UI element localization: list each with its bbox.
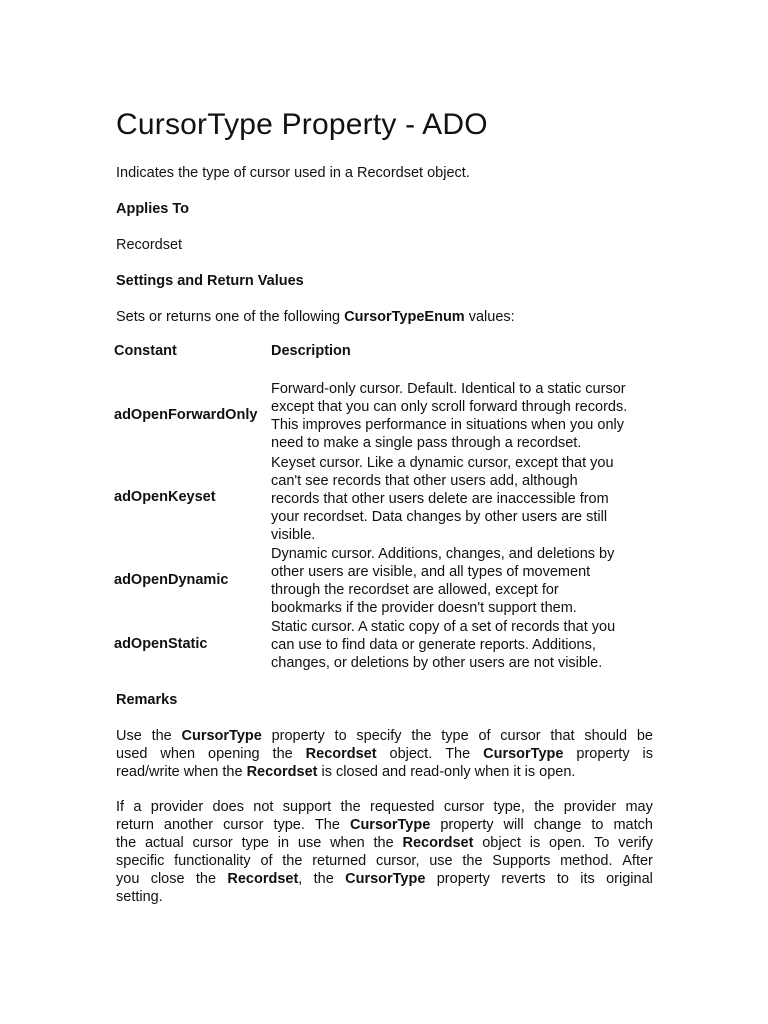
text-run: cursor: [223, 817, 264, 833]
word: [273, 745, 293, 763]
word: [444, 798, 484, 816]
text-run: to: [556, 871, 569, 887]
word: [606, 870, 653, 888]
text-run: a: [133, 799, 142, 815]
text-run: object: [482, 835, 521, 851]
remarks-paragraph-2: [116, 798, 653, 906]
text-run: provider: [563, 799, 617, 815]
word: [282, 852, 302, 870]
text-run: original: [606, 871, 653, 887]
paragraph-line: [116, 834, 653, 852]
paragraph-line: [116, 745, 653, 763]
description-line: through the recordset are allowed, except for: [271, 582, 559, 598]
word: [116, 852, 164, 870]
text-run: returned: [312, 853, 367, 869]
text-run: actual: [144, 835, 184, 851]
text-run: close: [150, 871, 185, 887]
bold-term: CursorType: [181, 728, 262, 744]
word: [440, 816, 493, 834]
table-cell-description: [271, 380, 661, 452]
text-run: cursor: [500, 728, 541, 744]
text-run: you: [116, 871, 140, 887]
word: [376, 852, 420, 870]
bold-term: CursorType: [349, 817, 431, 833]
description-line: bookmarks if the provider doesn't support them.: [271, 600, 577, 616]
word: [478, 727, 490, 745]
description-line: your recordset. Data changes by other users are still: [271, 509, 608, 525]
word: [260, 852, 272, 870]
description-line: Keyset cursor. Like a dynamic cursor, except that you: [271, 455, 614, 471]
word: [174, 852, 251, 870]
word: [312, 852, 366, 870]
text-run: type,: [493, 799, 525, 815]
word: [160, 745, 195, 763]
text-run: use: [297, 835, 322, 851]
text-run: is: [642, 746, 653, 762]
text-run: when: [160, 746, 196, 762]
text-run: the: [340, 799, 361, 815]
word: [445, 745, 470, 763]
settings-heading: Settings and Return Values: [116, 273, 304, 289]
description-line: can't see records that other users add, although: [271, 473, 578, 489]
text-run: will: [503, 817, 524, 833]
page-title: CursorType Property - ADO: [116, 108, 488, 141]
table-cell-description: [271, 618, 661, 672]
text-run: object.: [389, 746, 433, 762]
word: [335, 727, 347, 745]
word: [618, 834, 653, 852]
paragraph-line: [116, 816, 653, 834]
word: [643, 745, 653, 763]
table-cell-constant: adOpenStatic: [114, 636, 208, 652]
word: [273, 816, 304, 834]
text-run: used: [116, 746, 148, 762]
remarks-paragraph-1: [116, 727, 653, 781]
word: [164, 816, 213, 834]
text-run: type: [241, 835, 269, 851]
word: [151, 798, 203, 816]
word: [403, 834, 474, 852]
text-run: setting.: [116, 889, 163, 905]
word: [314, 870, 334, 888]
text-run: when: [330, 835, 365, 851]
word: [350, 816, 430, 834]
word: [580, 870, 595, 888]
text-run: match: [613, 817, 653, 833]
text-run: The: [445, 746, 471, 762]
settings-lead-suffix: values:: [464, 309, 515, 325]
description-line: other users are visible, and all types of movement: [271, 564, 591, 580]
text-run: the: [534, 799, 555, 815]
settings-lead-enum: CursorTypeEnum: [344, 309, 465, 325]
text-run: is closed and read-only when it is open.: [317, 764, 576, 780]
word: [116, 816, 154, 834]
text-run: in: [277, 835, 290, 851]
word: [208, 745, 260, 763]
paragraph-line: [116, 798, 653, 816]
word: [462, 852, 482, 870]
word: [330, 834, 365, 852]
word: [483, 745, 563, 763]
word: [613, 816, 653, 834]
description-line: Dynamic cursor. Additions, changes, and deletions by: [271, 546, 615, 562]
text-run: the: [195, 871, 217, 887]
table-header-description: Description: [271, 343, 351, 359]
text-run: the: [272, 746, 293, 762]
word: [411, 727, 431, 745]
word: [192, 834, 232, 852]
word: [549, 834, 585, 852]
text-run: property: [271, 728, 325, 744]
table-cell-constant: adOpenForwardOnly: [114, 407, 258, 423]
word: [116, 745, 147, 763]
table-header-constant: Constant: [114, 343, 177, 359]
paragraph-line: [116, 888, 653, 906]
word: [560, 852, 612, 870]
text-run: to: [591, 817, 604, 833]
text-run: method.: [560, 853, 613, 869]
remarks-heading: Remarks: [116, 692, 178, 708]
text-run: the: [151, 728, 172, 744]
description-line: need to make a single pass through a recordset.: [271, 435, 582, 451]
word: [151, 870, 185, 888]
text-run: return: [116, 817, 154, 833]
text-run: its: [580, 871, 595, 887]
word: [116, 834, 136, 852]
text-run: requested: [370, 799, 435, 815]
word: [584, 727, 627, 745]
applies-to-value: Recordset: [116, 237, 183, 253]
word: [493, 798, 524, 816]
text-run: to: [334, 728, 347, 744]
word: [534, 798, 554, 816]
description-line: visible.: [271, 527, 316, 543]
word: [356, 727, 401, 745]
word: [278, 834, 289, 852]
word: [223, 816, 263, 834]
bold-term: Recordset: [227, 871, 299, 887]
text-run: the: [462, 853, 483, 869]
word: [550, 727, 574, 745]
text-run: property: [440, 817, 494, 833]
word: [622, 852, 653, 870]
word: [116, 798, 124, 816]
word: [482, 834, 521, 852]
text-run: opening: [208, 746, 260, 762]
text-run: type.: [273, 817, 305, 833]
text-run: the: [313, 871, 334, 887]
word: [272, 727, 325, 745]
text-run: If: [116, 799, 125, 815]
table-cell-constant: adOpenDynamic: [114, 572, 229, 588]
text-run: specific: [116, 853, 165, 869]
word: [390, 745, 433, 763]
bold-term: Recordset: [305, 746, 377, 762]
table-cell-constant: adOpenKeyset: [114, 489, 216, 505]
word: [370, 798, 435, 816]
word: [152, 727, 172, 745]
text-run: the: [282, 853, 303, 869]
text-run: may: [625, 799, 653, 815]
text-run: property: [576, 746, 630, 762]
text-run: reverts: [501, 871, 546, 887]
applies-to-heading: Applies To: [116, 201, 190, 217]
text-run: ,: [298, 871, 303, 887]
word: [591, 816, 603, 834]
text-run: Supports: [492, 853, 551, 869]
text-run: After: [622, 853, 653, 869]
word: [576, 745, 629, 763]
text-run: provider: [150, 799, 204, 815]
word: [625, 798, 652, 816]
text-run: is: [529, 835, 541, 851]
text-run: specify: [356, 728, 402, 744]
bold-term: CursorType: [483, 746, 564, 762]
description-line: records that other users delete are inaccessible from: [271, 491, 609, 507]
word: [341, 798, 361, 816]
text-run: The: [314, 817, 340, 833]
text-run: open.: [549, 835, 586, 851]
word: [492, 852, 550, 870]
text-run: does: [212, 799, 244, 815]
text-run: of: [260, 853, 273, 869]
word: [437, 870, 490, 888]
paragraph-line: [116, 852, 653, 870]
word: [500, 727, 540, 745]
word: [345, 870, 425, 888]
word: [182, 727, 262, 745]
word: [306, 745, 377, 763]
text-run: type: [441, 728, 469, 744]
word: [116, 727, 142, 745]
table-cell-description: [271, 545, 661, 617]
description-line: Static cursor. A static copy of a set of records that you: [271, 619, 616, 635]
word: [145, 834, 184, 852]
text-run: change: [533, 817, 582, 833]
text-run: use: [429, 853, 453, 869]
description-line: can use to find data or generate reports. Additions,: [271, 637, 596, 653]
word: [441, 727, 468, 745]
paragraph-line: [116, 870, 653, 888]
word: [253, 798, 273, 816]
word: [116, 870, 139, 888]
text-run: read/write when the: [116, 764, 247, 780]
text-run: To: [594, 835, 610, 851]
word: [530, 834, 540, 852]
text-run: verify: [618, 835, 653, 851]
word: [374, 834, 394, 852]
paragraph-line: [116, 727, 653, 745]
word: [298, 834, 321, 852]
word: [133, 798, 141, 816]
bold-term: CursorType: [345, 871, 426, 887]
text-run: not: [253, 799, 274, 815]
text-run: property: [436, 871, 490, 887]
bold-term: Recordset: [246, 764, 318, 780]
word: [594, 834, 609, 852]
word: [501, 870, 545, 888]
word: [283, 798, 331, 816]
table-cell-description: [271, 454, 661, 544]
text-run: cursor: [443, 799, 485, 815]
description-line: Forward-only cursor. Default. Identical to a static cursor: [271, 381, 626, 397]
bold-term: Recordset: [402, 835, 474, 851]
text-run: cursor: [192, 835, 233, 851]
word: [429, 852, 452, 870]
word: [534, 816, 582, 834]
settings-lead: [116, 308, 515, 326]
text-run: another: [163, 817, 214, 833]
text-run: of: [478, 728, 491, 744]
word: [557, 870, 569, 888]
description-line: except that you can only scroll forward through records.: [271, 399, 628, 415]
text-run: functionality: [174, 853, 251, 869]
text-run: that: [550, 728, 575, 744]
text-run: should: [584, 728, 628, 744]
text-run: be: [636, 728, 653, 744]
word: [227, 870, 302, 888]
word: [315, 816, 340, 834]
text-run: Use: [116, 728, 142, 744]
word: [213, 798, 244, 816]
text-run: the: [373, 835, 394, 851]
text-run: the: [411, 728, 432, 744]
word: [504, 816, 524, 834]
word: [637, 727, 653, 745]
settings-lead-prefix: Sets or returns one of the following: [116, 309, 345, 325]
text-run: the: [116, 835, 137, 851]
word: [242, 834, 269, 852]
text-run: cursor,: [375, 853, 420, 869]
description-line: changes, or deletions by other users are not visible.: [271, 655, 603, 671]
description-line: This improves performance in situations when you only: [271, 417, 624, 433]
paragraph-line: [116, 763, 653, 781]
word: [196, 870, 216, 888]
word: [564, 798, 616, 816]
text-run: support: [282, 799, 332, 815]
intro-text: Indicates the type of cursor used in a Recordset object.: [116, 165, 470, 181]
